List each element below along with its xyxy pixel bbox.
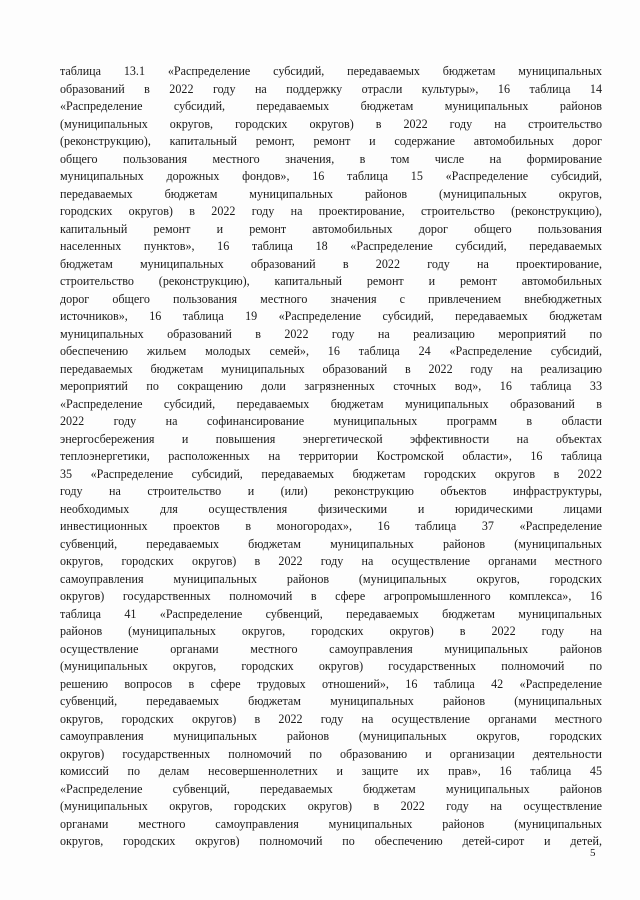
text-line: округов, городских округов) в 2022 году на осуществление органами местного (60, 554, 602, 568)
text-line: самоуправления муниципальных районов (муниципальных округов, городских (60, 571, 602, 586)
text-line: передаваемых бюджетам муниципальных районов (муниципальных округов, (60, 186, 602, 201)
text-line: «Распределение субвенций, передаваемых бюджетам муниципальных районов (60, 781, 602, 796)
text-line: округов, городских округов) в 2022 году на осуществление органами местного (60, 711, 602, 726)
text-line: инвестиционных проектов в моногородах», 16 таблица 37 «Распределение (60, 519, 602, 533)
text-line: населенных пунктов», 16 таблица 18 «Распределение субсидий, передаваемых (60, 239, 602, 253)
text-line: 35 «Распределение субсидий, передаваемых бюджетам городских округов в 2022 (60, 466, 602, 481)
text-line: округов) государственных полномочий по образованию и организации деятельности (60, 746, 602, 761)
text-line: (муниципальных округов, городских округов) государственных полномочий по (60, 659, 602, 673)
text-line: самоуправления муниципальных районов (муниципальных округов, городских (60, 729, 602, 743)
text-line: (муниципальных округов, городских округов) в 2022 году на осуществление (60, 799, 602, 813)
text-line: решению вопросов в сфере трудовых отношений», 16 таблица 42 «Распределение (60, 676, 602, 691)
text-line: 2022 году на софинансирование муниципальных программ в области (60, 414, 602, 428)
text-line: «Распределение субсидий, передаваемых бюджетам муниципальных образований в (60, 396, 602, 411)
text-line: году на строительство и (или) реконструкцию объектов инфраструктуры, (60, 484, 602, 498)
text-line: субвенций, передаваемых бюджетам муниципальных районов (муниципальных (60, 694, 602, 708)
text-line: муниципальных дорожных фондов», 16 таблица 15 «Распределение субсидий, (60, 169, 602, 183)
text-line: осуществление органами местного самоуправления муниципальных районов (60, 641, 602, 656)
text-line: районов (муниципальных округов, городских округов) в 2022 году на (60, 624, 602, 638)
text-line: муниципальных образований в 2022 году на реализацию мероприятий по (60, 326, 602, 341)
body-text (60, 63, 602, 851)
text-line: (реконструкцию), капитальный ремонт, ремонт и содержание автомобильных дорог (60, 134, 602, 148)
text-line: обеспечению жильем молодых семей», 16 таблица 24 «Распределение субсидий, (60, 344, 602, 358)
text-line: дорог общего пользования местного значения с привлечением внебюджетных (60, 291, 602, 306)
text-line: образований в 2022 году на поддержку отрасли культуры», 16 таблица 14 (60, 81, 602, 96)
text-line: субвенций, передаваемых бюджетам муниципальных районов (муниципальных (60, 536, 602, 551)
text-line: теплоэнергетики, расположенных на территории Костромской области», 16 таблица (60, 449, 602, 463)
text-line: округов, городских округов) полномочий по обеспечению детей-сирот и детей, (60, 834, 602, 848)
text-line: (муниципальных округов, городских округов) в 2022 году на строительство (60, 116, 602, 131)
page-number: 5 (590, 847, 596, 859)
text-line: источников», 16 таблица 19 «Распределение субсидий, передаваемых бюджетам (60, 309, 602, 323)
text-line: комиссий по делам несовершеннолетних и защите их прав», 16 таблица 45 (60, 764, 602, 778)
text-line: общего пользования местного значения, в том числе на формирование (60, 151, 602, 166)
text-line: таблица 41 «Распределение субвенций, передаваемых бюджетам муниципальных (60, 606, 602, 621)
text-line: таблица 13.1 «Распределение субсидий, передаваемых бюджетам муниципальных (60, 64, 602, 78)
text-line: необходимых для осуществления физическими и юридическими лицами (60, 501, 602, 516)
text-line: мероприятий по сокращению доли загрязненных сточных вод», 16 таблица 33 (60, 379, 602, 393)
text-line: энергосбережения и повышения энергетической эффективности на объектах (60, 431, 602, 446)
text-line: бюджетам муниципальных образований в 2022 году на проектирование, (60, 256, 602, 271)
text-line: передаваемых бюджетам муниципальных образований в 2022 году на реализацию (60, 361, 602, 376)
text-line: капитальный ремонт и ремонт автомобильных дорог общего пользования (60, 221, 602, 236)
text-line: округов) государственных полномочий в сфере агропромышленного комплекса», 16 (60, 589, 602, 603)
text-line: органами местного самоуправления муниципальных районов (муниципальных (60, 816, 602, 831)
text-line: «Распределение субсидий, передаваемых бюджетам муниципальных районов (60, 99, 602, 113)
text-line: строительство (реконструкцию), капитальный ремонт и ремонт автомобильных (60, 274, 602, 288)
text-line: городских округов) в 2022 году на проектирование, строительство (реконструкцию), (60, 204, 602, 218)
